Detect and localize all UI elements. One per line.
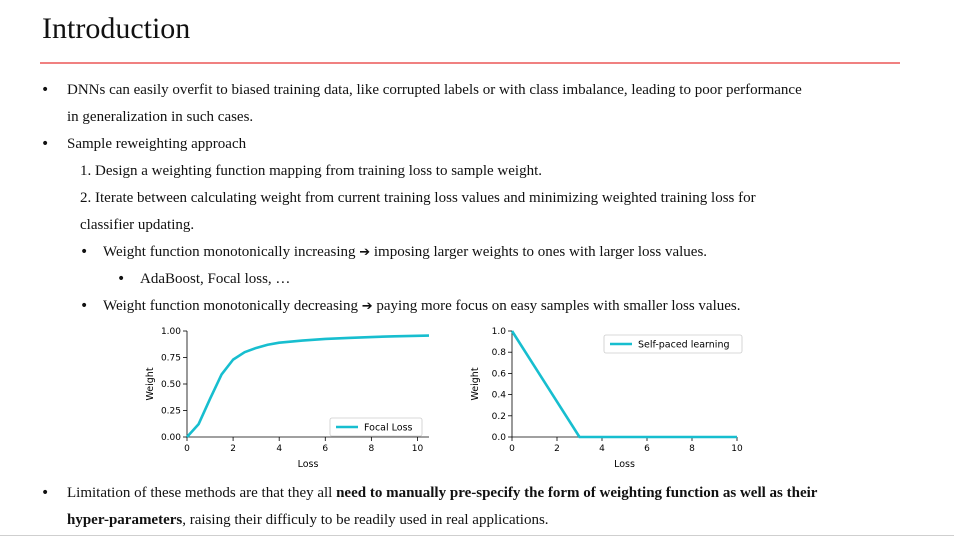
decreasing-explanation: paying more focus on easy samples with smaller loss values. xyxy=(376,298,741,314)
y-tick-label: 0.4 xyxy=(491,390,506,401)
x-tick-label: 8 xyxy=(368,444,375,454)
y-tick-label: 0.0 xyxy=(491,433,506,443)
x-tick-label: 0 xyxy=(184,444,190,454)
y-tick-label: 0.6 xyxy=(491,369,506,380)
slide-title: Introduction xyxy=(42,12,191,45)
x-tick-label: 2 xyxy=(230,444,236,454)
bullet-dot: • xyxy=(41,485,50,501)
bullet-dot: • xyxy=(80,244,89,260)
step-2-line-2: classifier updating. xyxy=(80,217,195,233)
x-tick-label: 4 xyxy=(276,444,283,454)
bullet-dot: • xyxy=(80,298,89,314)
legend-label: Focal Loss xyxy=(364,422,413,434)
increasing-explanation: imposing larger weights to ones with larger loss values. xyxy=(373,244,708,260)
title-divider xyxy=(40,62,900,64)
decreasing-label: Weight function monotonically decreasing xyxy=(103,298,358,314)
x-axis-label: Loss xyxy=(297,459,319,470)
right-arrow-icon: ➔ xyxy=(359,245,371,260)
y-tick-label: 0.25 xyxy=(160,406,181,417)
increasing-label: Weight function monotonically increasing xyxy=(103,244,356,260)
y-axis-label: Weight xyxy=(145,367,156,401)
x-tick-label: 6 xyxy=(322,444,329,454)
y-tick-label: 0.2 xyxy=(491,411,506,422)
bullet-dot: • xyxy=(41,82,50,98)
x-tick-label: 8 xyxy=(689,444,695,454)
y-tick-label: 1.0 xyxy=(491,327,506,337)
legend-label: Self-paced learning xyxy=(638,339,730,351)
y-tick-label: 0.8 xyxy=(491,348,506,359)
limitation-line-2 xyxy=(67,510,549,530)
bullet-dot: • xyxy=(117,271,126,287)
self-paced-learning-chart xyxy=(455,318,755,478)
bullet-1-line-1: DNNs can easily overfit to biased training data, like corrupted labels or with class imbalance, leading to poor performance xyxy=(67,82,802,98)
x-tick-label: 0 xyxy=(509,444,515,454)
y-tick-label: 0.00 xyxy=(160,433,181,443)
y-tick-label: 1.00 xyxy=(160,327,181,337)
right-arrow-icon: ➔ xyxy=(361,299,373,314)
step-2-line-1: 2. Iterate between calculating weight from current training loss values and minimizing weighted training loss for xyxy=(80,190,756,206)
limitation-emphasis-hyperparameters: hyper-parameters xyxy=(67,512,183,528)
x-tick-label: 2 xyxy=(554,444,560,454)
bullet-dot: • xyxy=(41,136,50,152)
focal-loss-chart xyxy=(130,318,440,478)
limitation-text-end: , raising their difficuly to be readily used in real applications. xyxy=(182,512,549,528)
decreasing-function-text xyxy=(103,296,741,317)
limitation-emphasis: need to manually pre-specify the form of weighting function as well as their xyxy=(336,485,818,501)
y-tick-label: 0.75 xyxy=(160,353,181,364)
x-tick-label: 4 xyxy=(599,444,605,454)
y-axis-label: Weight xyxy=(470,367,481,401)
increasing-examples: AdaBoost, Focal loss, … xyxy=(140,271,291,287)
limitation-line-1 xyxy=(67,483,817,503)
bottom-divider xyxy=(0,535,954,536)
bullet-1-line-2: in generalization in such cases. xyxy=(67,109,254,125)
x-tick-label: 10 xyxy=(411,444,424,454)
increasing-function-text xyxy=(103,242,707,263)
x-axis-label: Loss xyxy=(614,459,635,470)
y-tick-label: 0.50 xyxy=(160,380,181,390)
step-1-text: 1. Design a weighting function mapping from training loss to sample weight. xyxy=(80,163,543,179)
x-tick-label: 10 xyxy=(731,444,743,454)
x-tick-label: 6 xyxy=(644,444,650,454)
bullet-2-text: Sample reweighting approach xyxy=(67,136,247,152)
limitation-text: Limitation of these methods are that they all xyxy=(67,485,337,501)
